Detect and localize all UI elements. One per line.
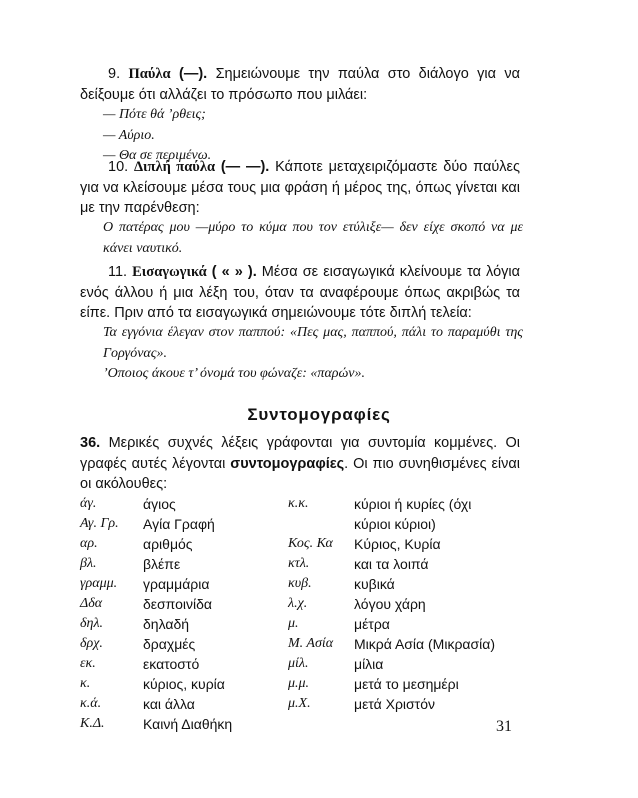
abbreviation: Κος. Κα: [288, 536, 333, 551]
section-9-example: — Πότε θά ’ρθεις;: [103, 107, 206, 122]
section-10-example: Ο πατέρας μου —μύρο το κύμα που τον ετύλιξε— δεν είχε σκοπό να με κάνει ναυτικό.: [103, 220, 523, 256]
section-9-paragraph: [80, 64, 520, 105]
section-36-text: . Οι πιο συνηθισμένες είναι οι ακόλουθες:: [80, 455, 521, 492]
section-10-term: Διπλή παύλα: [133, 159, 216, 175]
abbreviation-meaning: δραχμές: [143, 636, 196, 652]
section-10-text: Κάποτε μεταχειριζόμαστε δύο παύλες για να κλείσουμε μέσα τους μια φράση ή μέρος της, όπως γίνεται και με την παρένθεση:: [80, 159, 520, 216]
abbreviation: κ.κ.: [288, 496, 309, 511]
abbreviation-meaning: αριθμός: [143, 536, 193, 552]
section-10-paragraph: [80, 157, 520, 219]
abbreviation-meaning: άγιος: [143, 496, 176, 512]
abbreviation: εκ.: [80, 656, 96, 671]
abbreviation: κ.ά.: [80, 696, 102, 711]
abbreviation: κτλ.: [288, 556, 310, 571]
abbreviation-row: [80, 634, 530, 654]
abbreviation: λ.χ.: [288, 596, 308, 611]
abbreviation: βλ.: [80, 556, 97, 571]
abbreviation-row: [80, 554, 530, 574]
abbreviation: κ.: [80, 676, 91, 691]
abbreviation-meaning: δηλαδή: [143, 616, 190, 632]
abbreviation-row: [80, 494, 530, 514]
abbreviation-row: [80, 614, 530, 634]
section-9-example: — Αύριο.: [103, 127, 155, 143]
abbreviation: Αγ. Γρ.: [80, 516, 119, 531]
abbreviation-row: [80, 674, 530, 694]
abbreviation: άγ.: [80, 496, 97, 511]
section-36-text: Μερικές συχνές λέξεις γράφονται για συντομία κομμένες. Οι γραφές αυτές λέγονται: [80, 435, 520, 472]
abbreviation: μ.μ.: [288, 676, 310, 691]
section-36-paragraph: [80, 433, 520, 495]
abbreviation: αρ.: [80, 536, 98, 551]
abbreviation: μίλ.: [288, 656, 309, 671]
abbreviation-meaning: και άλλα: [143, 696, 195, 712]
section-9-text: Σημειώνουμε την παύλα στο διάλογο για να δείξουμε ότι αλλάζει το πρόσωπο που μιλάει:: [80, 66, 521, 103]
abbreviation-meaning: κύριοι κύριοι): [354, 516, 436, 532]
abbreviation-row: [80, 714, 530, 734]
section-36-term: συντομογραφίες: [230, 455, 345, 472]
abbreviation: δηλ.: [80, 616, 104, 631]
abbreviation-meaning: Αγία Γραφή: [143, 516, 215, 532]
abbreviation-row: [80, 534, 530, 554]
abbreviation-meaning: μετά το μεσημέρι: [354, 676, 459, 692]
section-9-mark: (—).: [170, 66, 216, 82]
section-11-example: Τα εγγόνια έλεγαν στον παππού: «Πες μας, παππού, πάλι το παραμύθι της Γοργόνας».: [103, 325, 523, 361]
section-10-number: 10.: [108, 159, 134, 175]
abbreviation-meaning: εκατοστό: [143, 656, 200, 672]
abbreviation-meaning: Κύριος, Κυρία: [354, 536, 441, 552]
section-9-number: 9.: [108, 66, 129, 82]
abbreviation-meaning: κύριος, κυρία: [143, 676, 225, 692]
abbreviation-meaning: μετά Χριστόν: [354, 696, 435, 712]
abbreviation-row: [80, 574, 530, 594]
section-10-mark: (— —).: [215, 159, 276, 175]
section-9-term: Παύλα: [128, 66, 171, 82]
abbreviation-meaning: λόγου χάρη: [354, 596, 426, 612]
section-11-term: Εισαγωγικά: [132, 264, 207, 280]
section-11-example: ’Οποιος άκουε τ’ όνομά του φώναζε: «παρών».: [103, 366, 366, 381]
abbreviation-row: [80, 594, 530, 614]
abbreviation: μ.: [288, 616, 299, 631]
section-heading: Συντομογραφίες: [247, 405, 391, 424]
abbreviation-meaning: μέτρα: [354, 616, 390, 632]
abbreviation-meaning: Καινή Διαθήκη: [143, 716, 233, 732]
abbreviation-row: [80, 654, 530, 674]
abbreviation-meaning: κυβικά: [354, 576, 395, 592]
abbreviation-row: [80, 514, 530, 534]
abbreviation-meaning: μίλια: [354, 656, 384, 672]
abbreviation-row: [80, 694, 530, 714]
abbreviation-meaning: δεσποινίδα: [143, 596, 213, 612]
abbreviation-meaning: και τα λοιπά: [354, 556, 429, 572]
section-11-mark: ( « » ).: [206, 264, 262, 280]
abbreviation: Δδα: [80, 596, 103, 611]
abbreviation: κυβ.: [288, 576, 312, 591]
section-11-number: 11.: [108, 264, 133, 280]
section-11-text: Μέσα σε εισαγωγικά κλείνουμε τα λόγια ενός άλλου ή μια λέξη του, όταν τα αναφέρουμε όπως ακριβώς τα είπε. Πριν από τα εισαγωγικά σημειώνουμε τότε διπλή τελεία:: [80, 264, 520, 321]
abbreviation-meaning: γραμμάρια: [143, 576, 210, 592]
section-9-example: — Θα σε περιμένω.: [103, 148, 212, 163]
abbreviation: Μ. Ασία: [288, 636, 334, 651]
abbreviation-meaning: βλέπε: [143, 556, 181, 572]
section-11-paragraph: [80, 262, 520, 324]
abbreviation: γραμμ.: [80, 576, 118, 591]
abbreviation-meaning: κύριοι ή κυρίες (όχι: [354, 496, 472, 512]
abbreviation: δρχ.: [80, 636, 103, 651]
abbreviations-table: [80, 494, 530, 734]
abbreviation-meaning: Μικρά Ασία (Μικρασία): [354, 636, 496, 652]
abbreviation: μ.Χ.: [288, 696, 311, 711]
abbreviation: Κ.Δ.: [80, 716, 105, 731]
section-36-number: 36.: [80, 435, 101, 451]
page-number: 31: [496, 718, 512, 735]
